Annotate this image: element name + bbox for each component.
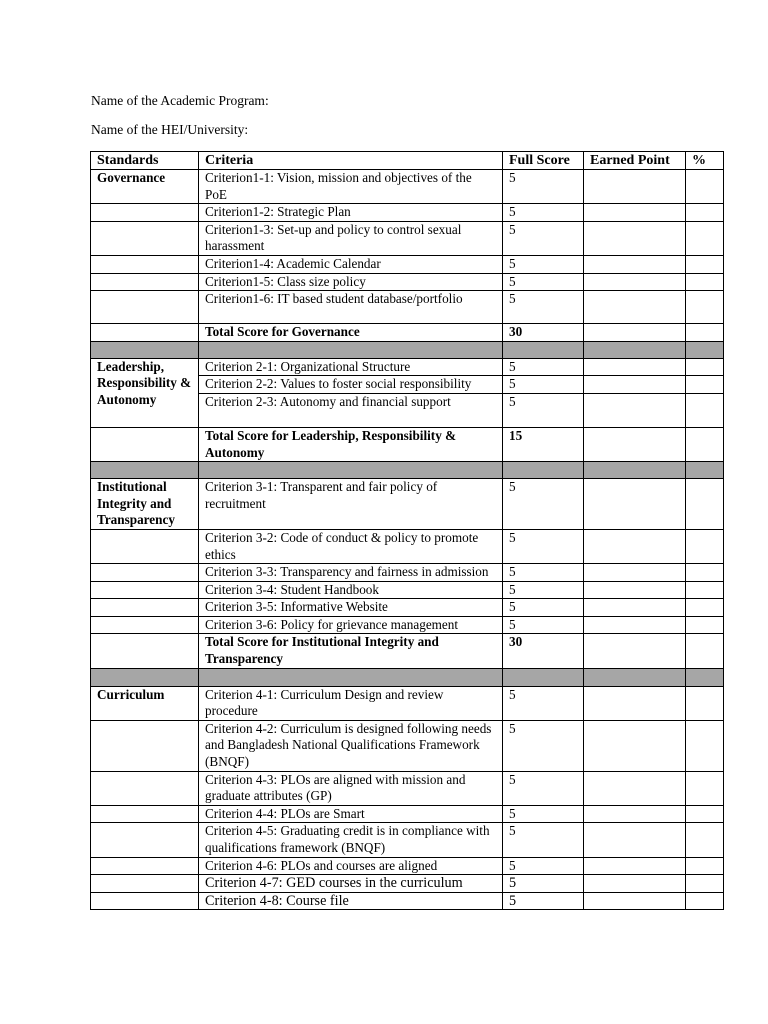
table-row bbox=[91, 686, 724, 720]
table-row bbox=[91, 255, 724, 273]
percent-cell[interactable] bbox=[686, 634, 724, 668]
criterion-cell: Criterion 4-2: Curriculum is designed following needs and Bangladesh National Qualifications Framework (BNQF) bbox=[199, 720, 503, 771]
criterion-cell: Criterion 4-5: Graduating credit is in compliance with qualifications framework (BNQF) bbox=[199, 823, 503, 857]
total-row bbox=[91, 427, 724, 461]
separator-cell bbox=[584, 668, 686, 686]
percent-cell[interactable] bbox=[686, 875, 724, 893]
standard-cell bbox=[91, 805, 199, 823]
standard-cell: Institutional Integrity and Transparency bbox=[91, 479, 199, 530]
full-score-cell: 5 bbox=[503, 823, 584, 857]
total-score-cell: 15 bbox=[503, 427, 584, 461]
full-score-cell: 5 bbox=[503, 529, 584, 563]
separator-row bbox=[91, 462, 724, 479]
separator-cell bbox=[686, 462, 724, 479]
percent-cell[interactable] bbox=[686, 720, 724, 771]
standard-cell: Governance bbox=[91, 170, 199, 204]
standard-cell bbox=[91, 255, 199, 273]
full-score-cell: 5 bbox=[503, 581, 584, 599]
percent-cell[interactable] bbox=[686, 686, 724, 720]
separator-cell bbox=[503, 462, 584, 479]
table-row bbox=[91, 823, 724, 857]
earned-point-cell[interactable] bbox=[584, 273, 686, 291]
table-row bbox=[91, 616, 724, 634]
criterion-cell: Criterion1-6: IT based student database/portfolio bbox=[199, 291, 503, 324]
earned-point-cell[interactable] bbox=[584, 204, 686, 222]
full-score-cell: 5 bbox=[503, 376, 584, 394]
total-label-cell: Total Score for Leadership, Responsibility & Autonomy bbox=[199, 427, 503, 461]
earned-point-cell[interactable] bbox=[584, 875, 686, 893]
full-score-cell: 5 bbox=[503, 255, 584, 273]
full-score-cell: 5 bbox=[503, 204, 584, 222]
separator-cell bbox=[584, 341, 686, 358]
earned-point-cell[interactable] bbox=[584, 720, 686, 771]
standard-cell bbox=[91, 634, 199, 668]
standard-cell bbox=[91, 720, 199, 771]
separator-cell bbox=[503, 341, 584, 358]
criterion-cell: Criterion 2-1: Organizational Structure bbox=[199, 358, 503, 376]
criterion-cell: Criterion 2-3: Autonomy and financial support bbox=[199, 393, 503, 427]
percent-cell[interactable] bbox=[686, 358, 724, 376]
percent-cell[interactable] bbox=[686, 581, 724, 599]
percent-cell[interactable] bbox=[686, 599, 724, 617]
table-row bbox=[91, 892, 724, 910]
criterion-cell: Criterion1-4: Academic Calendar bbox=[199, 255, 503, 273]
percent-cell[interactable] bbox=[686, 857, 724, 875]
standard-cell bbox=[91, 857, 199, 875]
percent-cell[interactable] bbox=[686, 170, 724, 204]
percent-cell[interactable] bbox=[686, 204, 724, 222]
full-score-cell: 5 bbox=[503, 616, 584, 634]
full-score-cell: 5 bbox=[503, 393, 584, 427]
earned-point-cell[interactable] bbox=[584, 805, 686, 823]
earned-point-cell[interactable] bbox=[584, 291, 686, 324]
criterion-cell: Criterion 3-2: Code of conduct & policy to promote ethics bbox=[199, 529, 503, 563]
full-score-cell: 5 bbox=[503, 599, 584, 617]
separator-cell bbox=[199, 668, 503, 686]
earned-point-cell[interactable] bbox=[584, 170, 686, 204]
column-header-percent: % bbox=[686, 152, 724, 170]
percent-cell[interactable] bbox=[686, 393, 724, 427]
full-score-cell: 5 bbox=[503, 875, 584, 893]
standard-cell bbox=[91, 892, 199, 910]
column-header-earned-point: Earned Point bbox=[584, 152, 686, 170]
full-score-cell: 5 bbox=[503, 686, 584, 720]
table-row bbox=[91, 599, 724, 617]
full-score-cell: 5 bbox=[503, 291, 584, 324]
table-row bbox=[91, 564, 724, 582]
separator-cell bbox=[91, 668, 199, 686]
standard-cell bbox=[91, 529, 199, 563]
criterion-cell: Criterion 3-6: Policy for grievance management bbox=[199, 616, 503, 634]
percent-cell[interactable] bbox=[686, 529, 724, 563]
separator-cell bbox=[91, 462, 199, 479]
table-row bbox=[91, 720, 724, 771]
earned-point-cell[interactable] bbox=[584, 479, 686, 530]
percent-cell[interactable] bbox=[686, 805, 724, 823]
table-row bbox=[91, 581, 724, 599]
separator-cell bbox=[91, 341, 199, 358]
criterion-cell: Criterion 4-7: GED courses in the curriculum bbox=[199, 875, 503, 893]
percent-cell[interactable] bbox=[686, 376, 724, 394]
earned-point-cell[interactable] bbox=[584, 376, 686, 394]
total-score-cell: 30 bbox=[503, 634, 584, 668]
percent-cell[interactable] bbox=[686, 273, 724, 291]
standard-cell bbox=[91, 564, 199, 582]
standard-cell: Curriculum bbox=[91, 686, 199, 720]
standard-cell bbox=[91, 599, 199, 617]
percent-cell[interactable] bbox=[686, 892, 724, 910]
column-header-criteria: Criteria bbox=[199, 152, 503, 170]
standard-cell bbox=[91, 221, 199, 255]
standard-cell: Leadership, Responsibility & Autonomy bbox=[91, 358, 199, 427]
earned-point-cell[interactable] bbox=[584, 857, 686, 875]
standard-cell bbox=[91, 616, 199, 634]
criterion-cell: Criterion 4-6: PLOs and courses are aligned bbox=[199, 857, 503, 875]
table-row bbox=[91, 875, 724, 893]
table-row bbox=[91, 358, 724, 376]
standard-cell bbox=[91, 581, 199, 599]
percent-cell[interactable] bbox=[686, 479, 724, 530]
earned-point-cell[interactable] bbox=[584, 599, 686, 617]
full-score-cell: 5 bbox=[503, 221, 584, 255]
criterion-cell: Criterion 3-4: Student Handbook bbox=[199, 581, 503, 599]
total-score-cell: 30 bbox=[503, 324, 584, 342]
criterion-cell: Criterion 2-2: Values to foster social responsibility bbox=[199, 376, 503, 394]
criterion-cell: Criterion 3-5: Informative Website bbox=[199, 599, 503, 617]
total-label-cell: Total Score for Governance bbox=[199, 324, 503, 342]
criterion-cell: Criterion1-1: Vision, mission and objectives of the PoE bbox=[199, 170, 503, 204]
separator-cell bbox=[503, 668, 584, 686]
standard-cell bbox=[91, 771, 199, 805]
separator-cell bbox=[584, 462, 686, 479]
standard-cell bbox=[91, 875, 199, 893]
full-score-cell: 5 bbox=[503, 771, 584, 805]
total-row bbox=[91, 324, 724, 342]
evaluation-table bbox=[90, 151, 724, 910]
earned-point-cell[interactable] bbox=[584, 255, 686, 273]
earned-point-cell[interactable] bbox=[584, 529, 686, 563]
full-score-cell: 5 bbox=[503, 857, 584, 875]
percent-cell[interactable] bbox=[686, 771, 724, 805]
criterion-cell: Criterion 4-1: Curriculum Design and review procedure bbox=[199, 686, 503, 720]
separator-cell bbox=[686, 341, 724, 358]
percent-cell[interactable] bbox=[686, 221, 724, 255]
table-row bbox=[91, 291, 724, 324]
standard-cell bbox=[91, 324, 199, 342]
table-row bbox=[91, 857, 724, 875]
percent-cell[interactable] bbox=[686, 255, 724, 273]
earned-point-cell[interactable] bbox=[584, 686, 686, 720]
criterion-cell: Criterion1-5: Class size policy bbox=[199, 273, 503, 291]
earned-point-cell[interactable] bbox=[584, 581, 686, 599]
percent-cell[interactable] bbox=[686, 324, 724, 342]
full-score-cell: 5 bbox=[503, 170, 584, 204]
full-score-cell: 5 bbox=[503, 720, 584, 771]
standard-cell bbox=[91, 291, 199, 324]
earned-point-cell[interactable] bbox=[584, 427, 686, 461]
standard-cell bbox=[91, 273, 199, 291]
full-score-cell: 5 bbox=[503, 358, 584, 376]
percent-cell[interactable] bbox=[686, 823, 724, 857]
earned-point-cell[interactable] bbox=[584, 616, 686, 634]
column-header-standards: Standards bbox=[91, 152, 199, 170]
earned-point-cell[interactable] bbox=[584, 393, 686, 427]
criterion-cell: Criterion1-3: Set-up and policy to control sexual harassment bbox=[199, 221, 503, 255]
earned-point-cell[interactable] bbox=[584, 634, 686, 668]
full-score-cell: 5 bbox=[503, 564, 584, 582]
full-score-cell: 5 bbox=[503, 805, 584, 823]
total-row bbox=[91, 634, 724, 668]
separator-cell bbox=[686, 668, 724, 686]
university-name-label: Name of the HEI/University: bbox=[91, 122, 249, 137]
criterion-cell: Criterion 4-3: PLOs are aligned with mission and graduate attributes (GP) bbox=[199, 771, 503, 805]
table-row bbox=[91, 771, 724, 805]
criterion-cell: Criterion 3-3: Transparency and fairness in admission bbox=[199, 564, 503, 582]
column-header-full-score: Full Score bbox=[503, 152, 584, 170]
separator-cell bbox=[199, 341, 503, 358]
table-row bbox=[91, 204, 724, 222]
table-row bbox=[91, 479, 724, 530]
standard-cell bbox=[91, 204, 199, 222]
table-row bbox=[91, 273, 724, 291]
earned-point-cell[interactable] bbox=[584, 358, 686, 376]
earned-point-cell[interactable] bbox=[584, 221, 686, 255]
standard-cell bbox=[91, 823, 199, 857]
table-row bbox=[91, 529, 724, 563]
criterion-cell: Criterion 4-8: Course file bbox=[199, 892, 503, 910]
table-row bbox=[91, 170, 724, 204]
table-header-row bbox=[91, 152, 724, 170]
criterion-cell: Criterion1-2: Strategic Plan bbox=[199, 204, 503, 222]
earned-point-cell[interactable] bbox=[584, 564, 686, 582]
standard-cell bbox=[91, 427, 199, 461]
criterion-cell: Criterion 4-4: PLOs are Smart bbox=[199, 805, 503, 823]
earned-point-cell[interactable] bbox=[584, 324, 686, 342]
program-name-label: Name of the Academic Program: bbox=[91, 93, 269, 108]
percent-cell[interactable] bbox=[686, 291, 724, 324]
total-label-cell: Total Score for Institutional Integrity and Transparency bbox=[199, 634, 503, 668]
percent-cell[interactable] bbox=[686, 616, 724, 634]
earned-point-cell[interactable] bbox=[584, 823, 686, 857]
separator-row bbox=[91, 341, 724, 358]
table-row bbox=[91, 805, 724, 823]
separator-row bbox=[91, 668, 724, 686]
separator-cell bbox=[199, 462, 503, 479]
criterion-cell: Criterion 3-1: Transparent and fair policy of recruitment bbox=[199, 479, 503, 530]
table-row bbox=[91, 221, 724, 255]
earned-point-cell[interactable] bbox=[584, 771, 686, 805]
full-score-cell: 5 bbox=[503, 479, 584, 530]
percent-cell[interactable] bbox=[686, 427, 724, 461]
earned-point-cell[interactable] bbox=[584, 892, 686, 910]
full-score-cell: 5 bbox=[503, 892, 584, 910]
full-score-cell: 5 bbox=[503, 273, 584, 291]
percent-cell[interactable] bbox=[686, 564, 724, 582]
